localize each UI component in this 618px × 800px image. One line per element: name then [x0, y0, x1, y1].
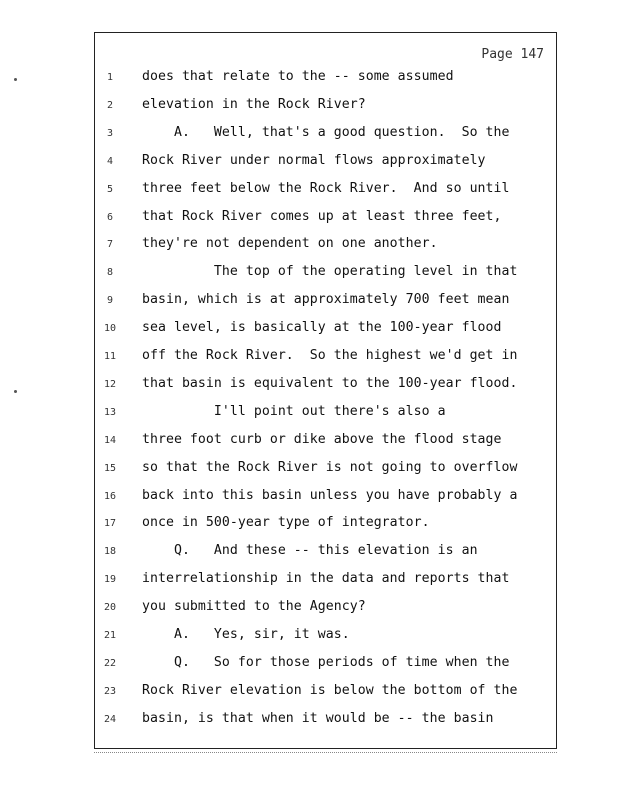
line-number: 17	[103, 518, 117, 530]
line-text: off the Rock River. So the highest we'd get in	[142, 348, 518, 363]
transcript-line	[95, 460, 558, 480]
transcript-line	[95, 292, 558, 312]
line-number: 11	[103, 351, 117, 362]
line-text: I'll point out there's also a	[142, 403, 446, 419]
transcript-line	[95, 543, 558, 563]
line-text: Rock River elevation is below the bottom of the	[142, 682, 518, 698]
line-number: 20	[103, 602, 117, 614]
line-text: Q. And these -- this elevation is an	[142, 543, 478, 559]
transcript-line	[95, 97, 558, 117]
transcript-line	[95, 627, 558, 647]
line-text: three foot curb or dike above the flood stage	[142, 431, 502, 447]
line-text: Q. So for those periods of time when the	[142, 654, 510, 670]
margin-dot	[14, 390, 17, 393]
line-number: 7	[106, 239, 114, 251]
line-number: 16	[103, 490, 117, 502]
line-text: A. Well, that's a good question. So the	[142, 124, 510, 140]
line-number: 23	[103, 685, 117, 697]
line-number: 4	[106, 155, 114, 167]
transcript-line	[95, 153, 558, 173]
line-text: that Rock River comes up at least three feet,	[142, 208, 502, 224]
line-number: 6	[106, 211, 114, 223]
line-text: once in 500-year type of integrator.	[142, 515, 430, 531]
line-text: so that the Rock River is not going to overflow	[142, 459, 518, 475]
line-text: sea level, is basically at the 100-year flood	[142, 320, 502, 336]
line-number: 1	[106, 72, 114, 83]
transcript-line	[95, 404, 558, 424]
transcript-line	[95, 376, 558, 396]
line-number: 22	[103, 657, 117, 669]
line-number: 14	[103, 434, 117, 446]
line-number: 2	[106, 99, 114, 111]
line-text: The top of the operating level in that	[142, 264, 518, 280]
transcript-line	[95, 683, 558, 703]
transcript-line	[95, 571, 558, 591]
line-number: 12	[103, 378, 117, 390]
line-text: basin, which is at approximately 700 feet mean	[142, 292, 510, 308]
transcript-line	[95, 320, 558, 340]
page-number: Page 147	[481, 47, 544, 62]
line-number: 21	[103, 630, 117, 641]
transcript-line	[95, 69, 558, 89]
transcript-line	[95, 348, 558, 368]
transcript-line	[95, 432, 558, 452]
transcript-line	[95, 264, 558, 284]
line-text: elevation in the Rock River?	[142, 96, 366, 112]
line-number: 5	[106, 183, 114, 195]
line-number: 10	[103, 323, 117, 335]
line-number: 8	[106, 267, 114, 279]
line-number: 9	[106, 295, 114, 307]
line-number: 19	[103, 574, 117, 586]
transcript-line	[95, 711, 558, 731]
line-text: that basin is equivalent to the 100-year flood.	[142, 375, 518, 391]
bottom-rule	[94, 752, 557, 755]
line-number: 18	[103, 546, 117, 558]
line-number: 15	[103, 462, 117, 474]
line-text: A. Yes, sir, it was.	[142, 627, 350, 642]
line-text: does that relate to the -- some assumed	[142, 69, 454, 84]
transcript-line	[95, 181, 558, 201]
transcript-line	[95, 488, 558, 508]
line-text: you submitted to the Agency?	[142, 599, 366, 615]
transcript-line	[95, 515, 558, 535]
transcript-page	[94, 32, 557, 749]
line-number: 24	[103, 713, 117, 725]
margin-dot	[14, 78, 17, 81]
line-text: back into this basin unless you have probably a	[142, 487, 518, 503]
line-number: 3	[106, 127, 114, 139]
line-text: Rock River under normal flows approximately	[142, 152, 486, 168]
transcript-line	[95, 236, 558, 256]
line-text: they're not dependent on one another.	[142, 236, 438, 252]
transcript-line	[95, 209, 558, 229]
line-number: 13	[103, 406, 117, 418]
transcript-line	[95, 125, 558, 145]
line-text: three feet below the Rock River. And so until	[142, 180, 510, 196]
line-text: interrelationship in the data and reports that	[142, 571, 510, 587]
transcript-line	[95, 655, 558, 675]
line-text: basin, is that when it would be -- the basin	[142, 710, 494, 726]
transcript-line	[95, 599, 558, 619]
